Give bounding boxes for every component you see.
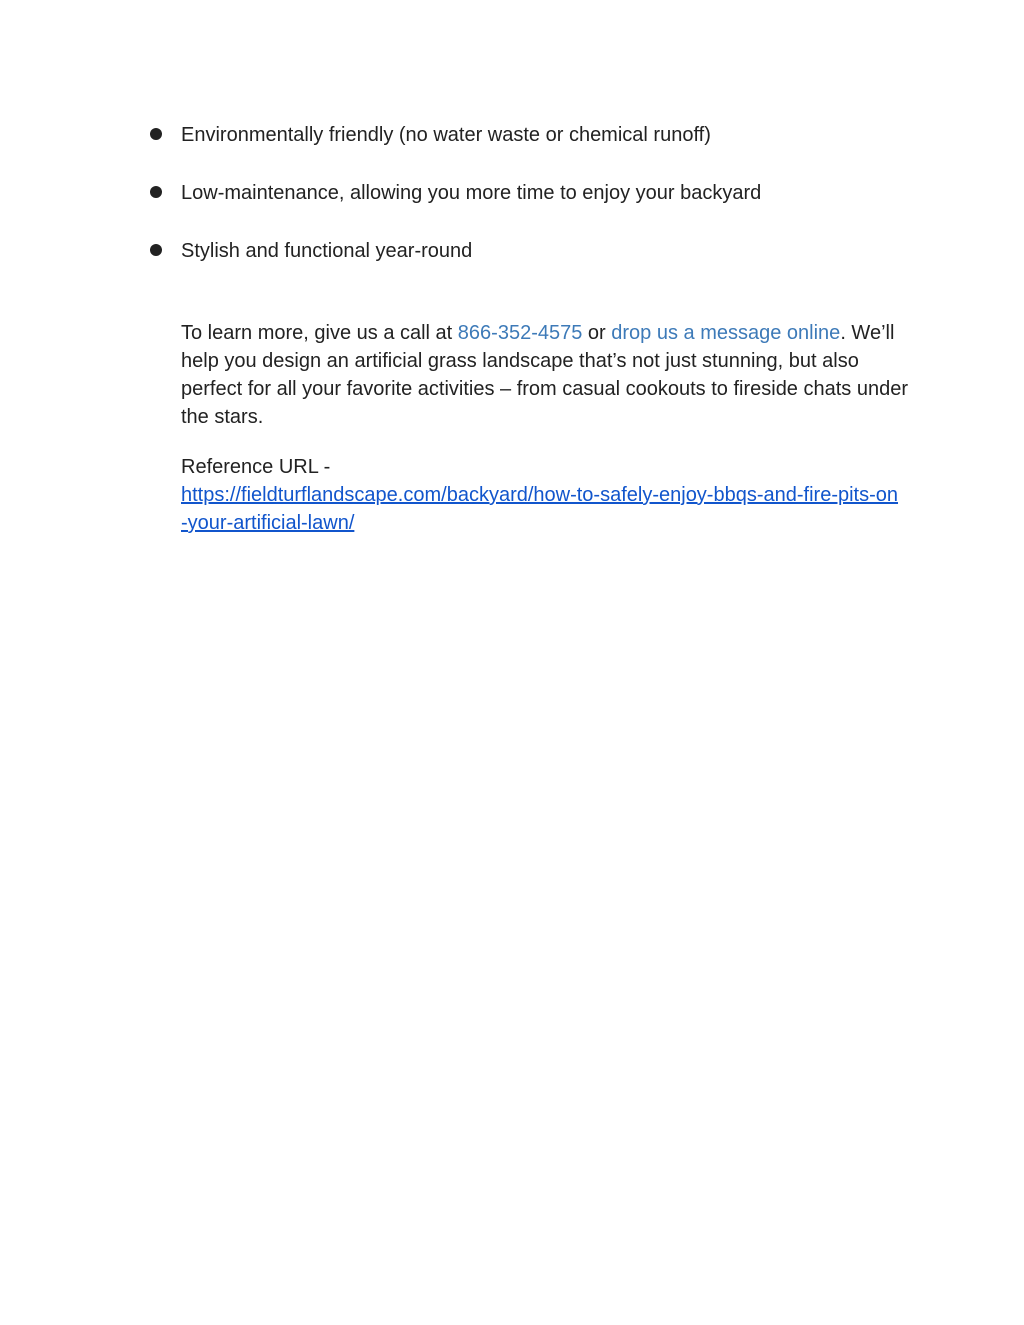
bullet-icon — [150, 186, 162, 198]
list-item-text: Low-maintenance, allowing you more time to enjoy your backyard — [181, 182, 762, 204]
reference-label: Reference URL - — [181, 456, 331, 478]
bullet-icon — [150, 128, 162, 140]
list-item — [150, 234, 930, 292]
benefits-list — [150, 118, 930, 292]
contact-lead-text: To learn more, give us a call at — [181, 322, 458, 344]
reference-url-link[interactable]: https://fieldturflandscape.com/backyard/how-to-safely-enjoy-bbqs-and-fire-pits-on-your-artificial-lawn/ — [181, 484, 899, 534]
phone-link[interactable]: 866-352-4575 — [457, 322, 583, 344]
contact-paragraph — [181, 319, 911, 431]
list-item-text: Environmentally friendly (no water waste or chemical runoff) — [181, 124, 711, 146]
message-online-link[interactable]: drop us a message online — [611, 322, 841, 344]
contact-or-text: or — [582, 322, 612, 344]
contact-rest-text: . We’ll help you design an artificial grass landscape that’s not just stunning, but also perfect for all your favorite activities – from casual cookouts to fireside chats under the stars. — [181, 322, 909, 428]
list-item — [150, 118, 930, 176]
list-item — [150, 176, 930, 234]
bullet-icon — [150, 244, 162, 256]
list-item-text: Stylish and functional year-round — [181, 240, 473, 262]
reference-paragraph — [181, 453, 911, 537]
